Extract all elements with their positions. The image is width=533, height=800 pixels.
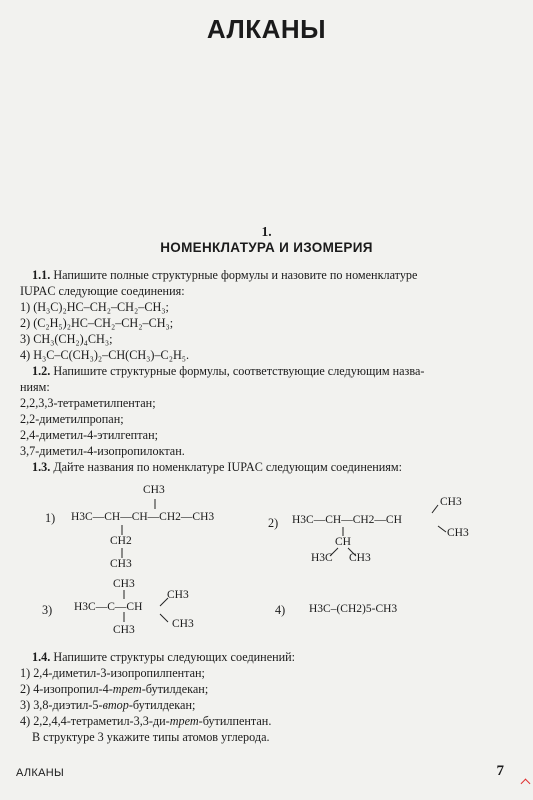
structure-item-1: 1) 2,4-диметил-3-изопропилпентан; (20, 666, 205, 680)
structure-item-2 (20, 682, 208, 698)
name-item: 2,2,3,3-тетраметилпентан; (20, 396, 156, 410)
problem-number: 1.3. (32, 460, 51, 474)
text-part: 3) 3,8-диэтил-5- (20, 698, 103, 712)
problem-number: 1.4. (32, 650, 51, 664)
s3-right-top-group: CH3 (167, 589, 189, 601)
name-item: 2,4-диметил-4-этилгептан; (20, 428, 159, 442)
italic-prefix: трет (169, 714, 199, 728)
s1-main-chain: H3C—CH—CH—CH2—CH3 (71, 511, 215, 523)
s1-mid-group: CH2 (110, 535, 132, 547)
s3-main-chain: H3C—C—CH (74, 601, 143, 613)
problem-number: 1.1. (32, 268, 51, 282)
problem-text: Дайте названия по номенклатуре IUPAC следующим соединениям: (53, 460, 403, 474)
chapter-title: АЛКАНЫ (206, 14, 327, 44)
text-part: -бутилдекан; (141, 682, 209, 696)
s2-label: 2) (268, 516, 279, 530)
s3-right-bottom-group: CH3 (172, 618, 194, 630)
structure-item-4 (20, 714, 271, 730)
text-part: 2) 4-изопропил-4- (20, 682, 113, 696)
s1-top-group: CH3 (143, 484, 165, 496)
problem-note: В структуре 3 укажите типы атомов углерода. (32, 730, 270, 744)
s2-right-bottom-group: CH3 (447, 527, 469, 539)
text-part: 4) 2,2,4,4-тетраметил-3,3-ди- (20, 714, 170, 728)
problem-1-1-line-2: IUPAC следующие соединения: (20, 284, 185, 298)
section-title: НОМЕНКЛАТУРА И ИЗОМЕРИЯ (160, 240, 373, 255)
s2-right-top-group: CH3 (440, 496, 462, 508)
s2-main-chain: H3C—CH—CH2—CH (292, 514, 402, 526)
section-number: 1. (261, 224, 272, 239)
text-part: -бутилпентан. (198, 714, 272, 728)
s2-mid-group: CH (335, 536, 351, 548)
s1-label: 1) (45, 511, 56, 525)
formula-item: 2) (C₂H₅)₂HC–CH₂–CH₂–CH₃; (20, 316, 174, 330)
name-item: 2,2-диметилпропан; (20, 412, 124, 426)
problem-text: Напишите структуры следующих соединений: (53, 650, 296, 664)
s2-bottom-right-group: CH3 (349, 552, 371, 564)
problem-text: Напишите структурные формулы, соответствующие следующим назва- (53, 364, 425, 378)
formula-item: 4) H₃C–C(CH₃)₂–CH(CH₃)–C₂H₅. (20, 348, 190, 362)
s3-bottom-group: CH3 (113, 624, 135, 636)
italic-prefix: трет (112, 682, 142, 696)
problem-text: Напишите полные структурные формулы и назовите по номенклатуре (53, 268, 418, 282)
formula-item: 3) CH₃(CH₂)₄CH₃; (20, 332, 113, 346)
s4-label: 4) (275, 603, 286, 617)
text-part: -бутилдекан; (128, 698, 196, 712)
problem-number: 1.2. (32, 364, 51, 378)
s1-bottom-group: CH3 (110, 558, 132, 570)
s4-formula: H3C–(CH2)5-CH3 (309, 603, 398, 615)
structure-item-3 (20, 698, 195, 714)
italic-prefix: втор (102, 698, 129, 712)
running-footer: АЛКАНЫ (16, 767, 65, 779)
name-item: 3,7-диметил-4-изопропилоктан. (20, 444, 185, 458)
s2-bottom-left-group: H3C (311, 552, 333, 564)
problem-1-4-line-1 (32, 650, 295, 666)
problem-1-2-line-2: ниям: (20, 380, 50, 394)
page-number: 7 (496, 763, 504, 779)
s3-top-group: CH3 (113, 578, 135, 590)
formula-item: 1) (H₃C)₂HC–CH₂–CH₂–CH₃; (20, 300, 169, 314)
s3-label: 3) (42, 603, 53, 617)
